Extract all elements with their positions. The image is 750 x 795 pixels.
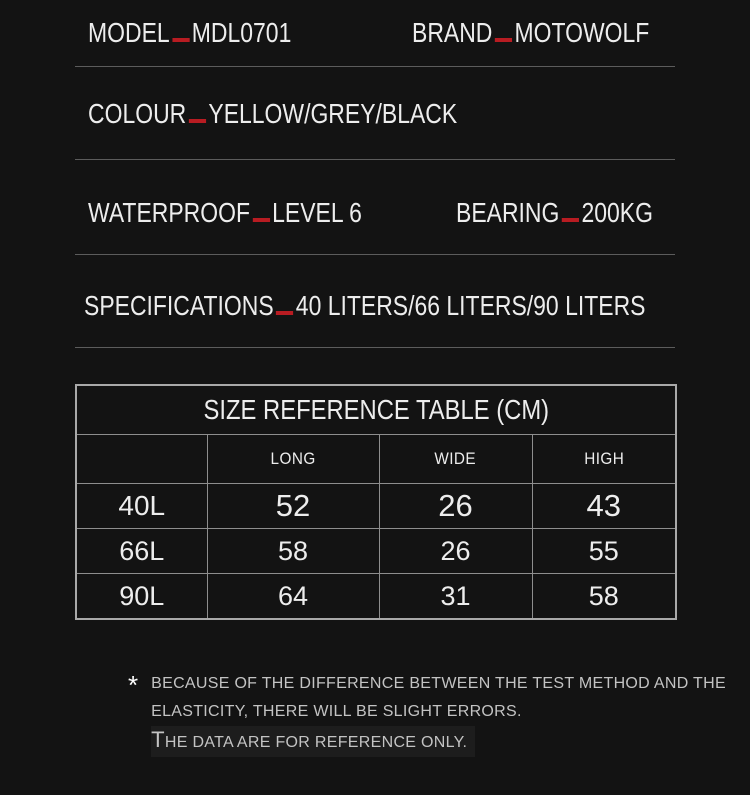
footnote [128, 670, 726, 757]
spec-cell [456, 196, 696, 230]
spec-label-colour: COLOUR [88, 98, 187, 129]
footnote-line: BECAUSE OF THE DIFFERENCE BETWEEN THE TEST METHOD AND THE [151, 675, 726, 692]
asterisk-marker: * [128, 670, 139, 700]
spec-label-brand: BRAND [412, 17, 493, 48]
red-underscore [276, 311, 293, 315]
spec-content [75, 0, 726, 757]
table-title-row [76, 385, 676, 435]
cell-wide: 26 [379, 484, 532, 529]
red-underscore [252, 218, 269, 222]
header-cell-wide: WIDE [379, 435, 532, 484]
spec-label-waterproof: WATERPROOF [88, 197, 250, 228]
header-cell-long: LONG [207, 435, 379, 484]
cell-long: 52 [207, 484, 379, 529]
cell-wide: 31 [379, 574, 532, 620]
spec-cell [88, 196, 456, 230]
cell-high: 43 [532, 484, 676, 529]
spec-item-brand [412, 16, 701, 50]
spec-value-brand: MOTOWOLF [514, 17, 650, 48]
cell-long: 58 [207, 529, 379, 574]
cell-size: 66L [76, 529, 207, 574]
cell-long: 64 [207, 574, 379, 620]
spec-row-model-brand [75, 0, 675, 67]
footnote-text [151, 670, 726, 757]
header-cell-high: HIGH [532, 435, 676, 484]
spec-value-waterproof: LEVEL 6 [272, 197, 362, 228]
spec-row-specifications [75, 255, 675, 348]
cell-high: 55 [532, 529, 676, 574]
cell-size: 40L [76, 484, 207, 529]
table-title: SIZE REFERENCE TABLE (CM) [203, 394, 549, 425]
red-underscore [172, 38, 189, 42]
table-header-row [76, 435, 676, 484]
spec-row-colour [75, 67, 675, 160]
size-reference-table [75, 384, 677, 620]
spec-value-model: MDL0701 [191, 17, 292, 48]
spec-item-bearing [456, 196, 696, 230]
cell-wide: 26 [379, 529, 532, 574]
footnote-line: ELASTICITY, THERE WILL BE SLIGHT ERRORS. [151, 703, 522, 720]
spec-item-specifications [84, 289, 750, 323]
table-row-40l [76, 484, 676, 529]
cell-size: 90L [76, 574, 207, 620]
red-underscore [189, 119, 206, 123]
spec-label-model: MODEL [88, 17, 170, 48]
table-row-90l [76, 574, 676, 620]
cell-high: 58 [532, 574, 676, 620]
spec-cell [88, 97, 538, 131]
header-cell-empty [76, 435, 207, 484]
spec-value-bearing: 200KG [581, 197, 653, 228]
spec-value-colour: YELLOW/GREY/BLACK [208, 98, 458, 129]
spec-item-model [88, 16, 412, 50]
table-row-66l [76, 529, 676, 574]
spec-cell [84, 289, 750, 323]
spec-label-specifications: SPECIFICATIONS [84, 290, 274, 321]
red-underscore [495, 38, 512, 42]
spec-cell [88, 16, 412, 50]
red-underscore [562, 218, 579, 222]
footnote-line: THE DATA ARE FOR REFERENCE ONLY. [151, 726, 475, 757]
table-title-cell [76, 385, 676, 435]
spec-cell [412, 16, 701, 50]
spec-item-waterproof [88, 196, 456, 230]
spec-row-waterproof-bearing [75, 160, 675, 255]
spec-label-bearing: BEARING [456, 197, 560, 228]
spec-item-colour [88, 97, 538, 131]
spec-value-specifications: 40 LITERS/66 LITERS/90 LITERS [295, 290, 646, 321]
